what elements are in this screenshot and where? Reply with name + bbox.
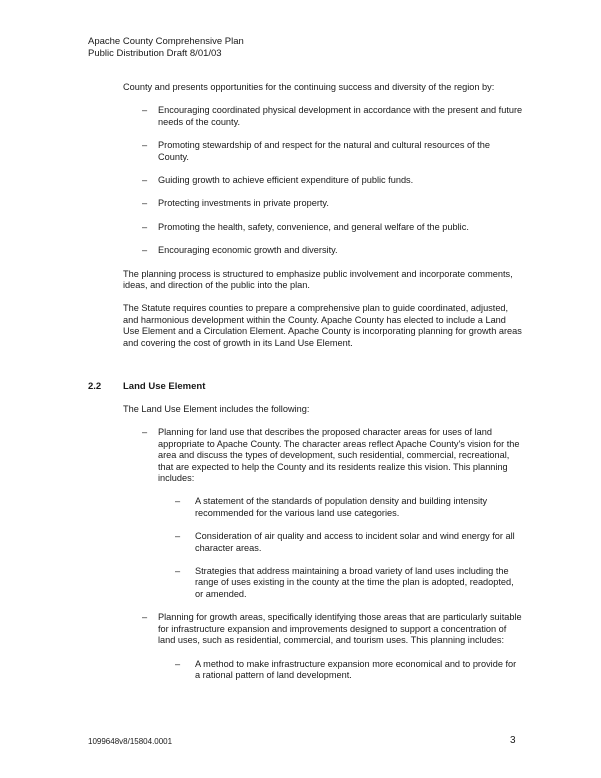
list-item-text: Encouraging economic growth and diversity.: [158, 245, 338, 256]
sub-list-item-text: A method to make infrastructure expansion more economical and to provide for a rational pattern of land development.: [195, 658, 517, 680]
list-item-text: Promoting stewardship of and respect for the natural and cultural resources of the County.: [158, 140, 490, 162]
bullet-dash: –: [175, 531, 181, 542]
land-use-item: [123, 427, 523, 484]
bullet-dash: –: [142, 221, 148, 232]
section-number: 2.2: [88, 381, 102, 392]
page-header: [88, 36, 244, 60]
statute-paragraph: The Statute requires counties to prepare a comprehensive plan to guide coordinated, adjusted, and harmonious development within the County. Apache County has elected to include a Land Use Element and a Circulation Element. Apache County is incorporating planning for growth areas and covering the cost of growth in its Land Use Element.: [123, 303, 522, 348]
list-item-text: Encouraging coordinated physical development in accordance with the present and future needs of the county.: [158, 105, 523, 127]
bullet-dash: –: [142, 105, 148, 116]
header-title: Apache County Comprehensive Plan: [88, 36, 244, 47]
list-item-text: Guiding growth to achieve efficient expenditure of public funds.: [158, 175, 414, 186]
list-item: [123, 245, 523, 256]
page-number: 3: [510, 735, 516, 746]
bullet-dash: –: [142, 175, 148, 186]
document-body: [123, 82, 523, 349]
list-item: [123, 222, 523, 233]
footer-doc-id: 1099648v8/15804.0001: [88, 737, 173, 746]
bullet-dash: –: [142, 245, 148, 256]
land-use-item-text: Planning for land use that describes the proposed character areas for uses of land appropriate to Apache County. The character areas reflect Apache County's vision for the area and discuss the types of development, such residential, commercial, recreational, that are expected to help the County and its residents realize this vision. This planning includes:: [158, 427, 520, 484]
bullet-dash: –: [142, 198, 148, 209]
list-item: [123, 198, 523, 209]
bullet-dash: –: [142, 427, 148, 438]
sub-list-item: [123, 496, 523, 519]
section-title: Land Use Element: [123, 381, 206, 392]
land-use-intro: The Land Use Element includes the following:: [123, 404, 310, 414]
land-use-body: [123, 404, 523, 681]
land-use-item-text: Planning for growth areas, specifically identifying those areas that are particularly suitable for infrastructure expansion and improvements designed to support a concentration of land uses, such as residential, commercial, and tourism uses. This planning includes:: [158, 612, 522, 646]
sub-list-item: [123, 566, 523, 600]
intro-paragraph: County and presents opportunities for the continuing success and diversity of the region by:: [123, 82, 495, 92]
sub-list-item: [123, 659, 523, 682]
bullet-dash: –: [142, 140, 148, 151]
bullet-dash: –: [175, 658, 181, 669]
sub-list-item-text: A statement of the standards of population density and building intensity recommended for the various land use categories.: [195, 496, 488, 518]
list-item-text: Protecting investments in private property.: [158, 198, 329, 209]
list-item: [123, 175, 523, 186]
list-item: [123, 105, 523, 128]
list-item: [123, 140, 523, 163]
planning-process-paragraph: The planning process is structured to emphasize public involvement and incorporate comments, ideas, and direction of the public into the plan.: [123, 268, 513, 291]
sub-list-item: [123, 531, 523, 554]
bullet-dash: –: [175, 566, 181, 577]
list-item-text: Promoting the health, safety, convenience, and general welfare of the public.: [158, 221, 469, 232]
sub-list-item-text: Consideration of air quality and access to incident solar and wind energy for all character areas.: [195, 531, 515, 553]
section-heading: [88, 381, 205, 392]
bullet-dash: –: [142, 612, 148, 623]
header-draft-date: Public Distribution Draft 8/01/03: [88, 48, 222, 59]
land-use-item: [123, 612, 523, 646]
sub-list-item-text: Strategies that address maintaining a broad variety of land uses including the range of uses existing in the county at the time the plan is adopted, readopted, or amended.: [195, 566, 514, 599]
bullet-dash: –: [175, 496, 181, 507]
